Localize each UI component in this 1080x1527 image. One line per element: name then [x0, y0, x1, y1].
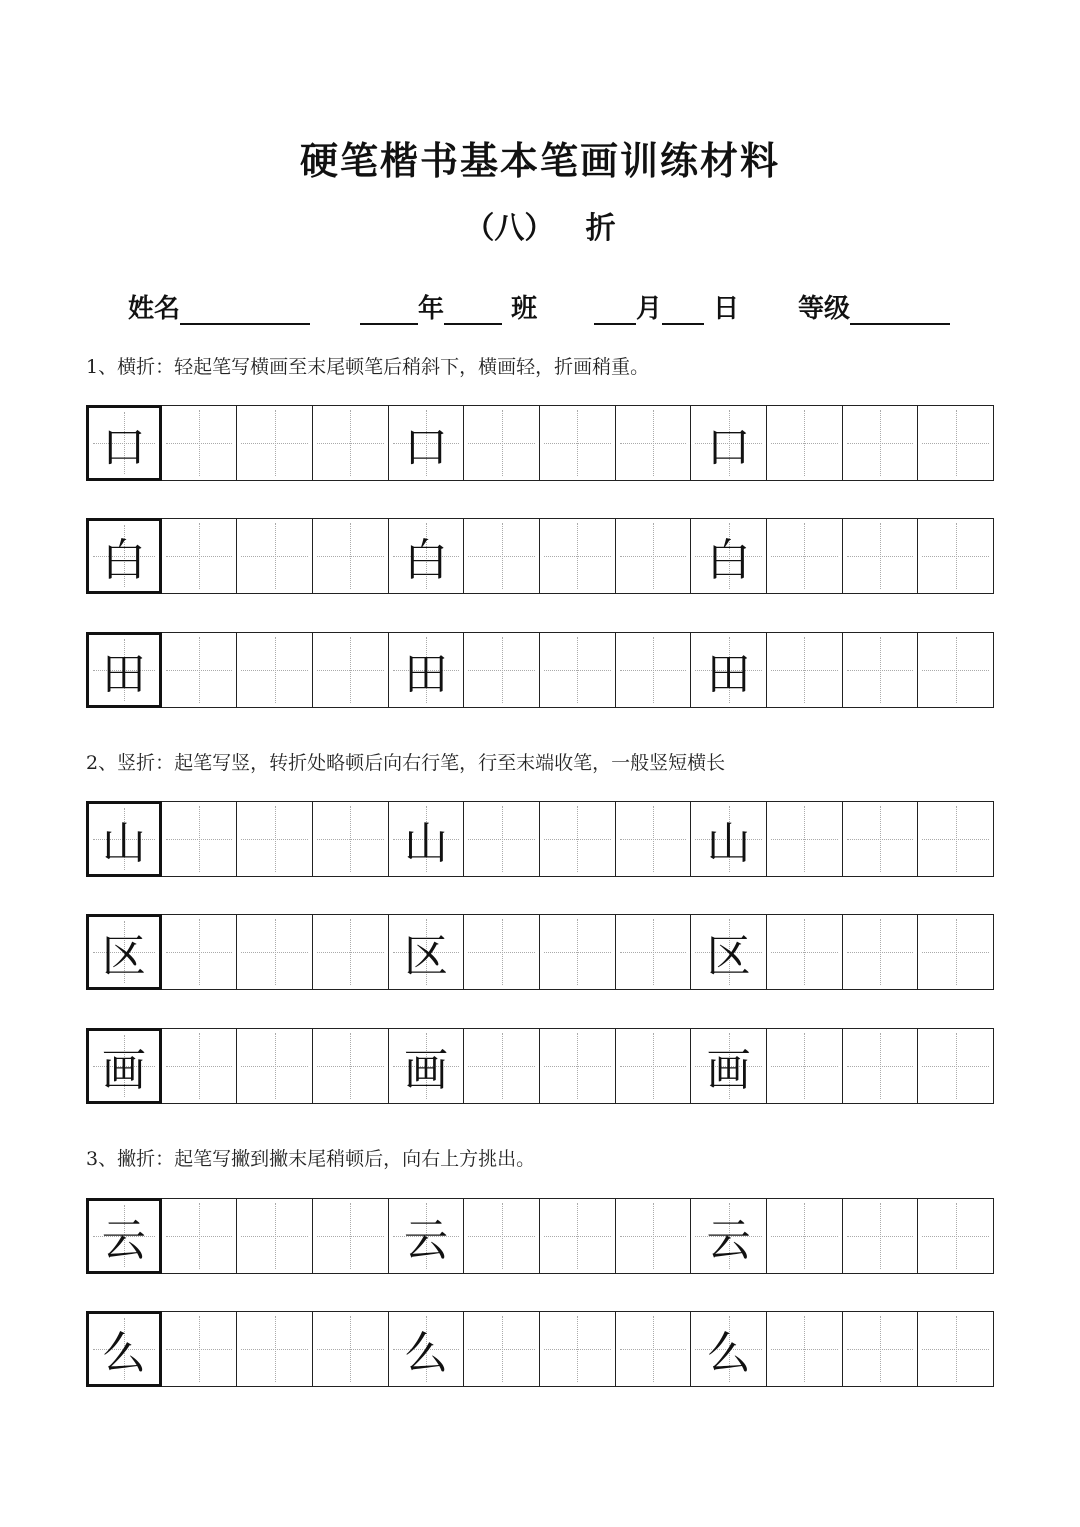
practice-cell[interactable]: [767, 632, 843, 708]
practice-cell[interactable]: [843, 518, 919, 594]
model-character: 山: [403, 818, 448, 869]
model-character-cell[interactable]: [389, 518, 465, 594]
model-character-cell[interactable]: [691, 1311, 767, 1387]
practice-cell[interactable]: [313, 405, 389, 481]
practice-cell[interactable]: [843, 1311, 919, 1387]
practice-row[interactable]: [86, 914, 994, 990]
practice-cell[interactable]: [843, 914, 919, 990]
practice-cell[interactable]: [918, 405, 994, 481]
model-character: 画: [706, 1045, 751, 1096]
name-field[interactable]: [128, 288, 310, 325]
model-character-cell[interactable]: [389, 801, 465, 877]
practice-cell[interactable]: [616, 1028, 692, 1104]
model-character-cell[interactable]: [691, 914, 767, 990]
practice-cell[interactable]: [918, 914, 994, 990]
practice-cell[interactable]: [162, 632, 238, 708]
practice-row[interactable]: [86, 801, 994, 877]
practice-cell[interactable]: [616, 518, 692, 594]
model-character: 区: [403, 931, 448, 982]
model-character: 云: [403, 1215, 448, 1266]
practice-row[interactable]: [86, 1311, 994, 1387]
model-character-cell[interactable]: [691, 1028, 767, 1104]
practice-cell[interactable]: [767, 1311, 843, 1387]
practice-cell[interactable]: [540, 518, 616, 594]
instruction-3: 3、撇折：起笔写撇到撇末尾稍顿后，向右上方挑出。: [86, 1148, 536, 1170]
model-character-cell[interactable]: [691, 801, 767, 877]
practice-row[interactable]: [86, 1028, 994, 1104]
name-blank[interactable]: [180, 293, 310, 325]
practice-cell[interactable]: [767, 1028, 843, 1104]
model-character: 云: [706, 1215, 751, 1266]
model-character: 口: [403, 422, 448, 473]
model-character-cell[interactable]: [86, 1198, 162, 1274]
day-label: 日: [713, 294, 740, 324]
model-character-cell[interactable]: [691, 518, 767, 594]
practice-row[interactable]: [86, 518, 994, 594]
model-character-cell[interactable]: [86, 914, 162, 990]
practice-cell[interactable]: [843, 405, 919, 481]
instruction-2: 2、竖折：起笔写竖，转折处略顿后向右行笔，行至末端收笔，一般竖短横长: [86, 752, 726, 774]
practice-cell[interactable]: [540, 1198, 616, 1274]
model-character: 画: [101, 1045, 146, 1096]
practice-cell[interactable]: [616, 1198, 692, 1274]
grade-blank[interactable]: [850, 293, 950, 325]
practice-cell[interactable]: [540, 632, 616, 708]
practice-cell[interactable]: [918, 1028, 994, 1104]
model-character: 田: [403, 649, 448, 700]
practice-cell[interactable]: [540, 405, 616, 481]
practice-cell[interactable]: [464, 1028, 540, 1104]
model-character: 区: [706, 931, 751, 982]
practice-cell[interactable]: [237, 1028, 313, 1104]
practice-cell[interactable]: [767, 801, 843, 877]
practice-cell[interactable]: [918, 518, 994, 594]
practice-cell[interactable]: [464, 801, 540, 877]
practice-cell[interactable]: [918, 1198, 994, 1274]
model-character-cell[interactable]: [691, 1198, 767, 1274]
subtitle: [0, 203, 1080, 247]
page-title: 硬笔楷书基本笔画训练材料: [299, 139, 780, 183]
practice-cell[interactable]: [540, 1311, 616, 1387]
practice-row[interactable]: [86, 1198, 994, 1274]
practice-row[interactable]: [86, 405, 994, 481]
model-character-cell[interactable]: [389, 914, 465, 990]
model-character: 田: [706, 649, 751, 700]
practice-cell[interactable]: [237, 1311, 313, 1387]
subtitle-number: （八）: [464, 211, 555, 246]
practice-cell[interactable]: [767, 914, 843, 990]
model-character-cell[interactable]: [691, 632, 767, 708]
practice-cell[interactable]: [237, 632, 313, 708]
practice-cell[interactable]: [313, 518, 389, 594]
practice-cell[interactable]: [918, 801, 994, 877]
practice-cell[interactable]: [162, 1198, 238, 1274]
practice-cell[interactable]: [313, 1198, 389, 1274]
practice-cell[interactable]: [237, 914, 313, 990]
practice-cell[interactable]: [464, 1198, 540, 1274]
practice-cell[interactable]: [464, 518, 540, 594]
practice-cell[interactable]: [464, 405, 540, 481]
practice-cell[interactable]: [464, 914, 540, 990]
practice-cell[interactable]: [162, 405, 238, 481]
model-character: 口: [706, 422, 751, 473]
practice-cell[interactable]: [616, 632, 692, 708]
practice-cell[interactable]: [162, 914, 238, 990]
model-character: 山: [706, 818, 751, 869]
model-character: 么: [403, 1328, 448, 1379]
practice-cell[interactable]: [843, 632, 919, 708]
practice-cell[interactable]: [843, 1198, 919, 1274]
practice-cell[interactable]: [918, 1311, 994, 1387]
practice-cell[interactable]: [162, 1311, 238, 1387]
practice-cell[interactable]: [162, 1028, 238, 1104]
class-label: 班: [511, 294, 538, 324]
model-character-cell[interactable]: [389, 632, 465, 708]
practice-cell[interactable]: [616, 914, 692, 990]
model-character: 白: [403, 535, 448, 586]
practice-cell[interactable]: [540, 801, 616, 877]
model-character-cell[interactable]: [86, 518, 162, 594]
practice-cell[interactable]: [918, 632, 994, 708]
student-info: [128, 288, 968, 328]
practice-cell[interactable]: [313, 1311, 389, 1387]
model-character: 云: [101, 1215, 146, 1266]
model-character-cell[interactable]: [86, 1311, 162, 1387]
practice-cell[interactable]: [616, 801, 692, 877]
practice-cell[interactable]: [313, 1028, 389, 1104]
year-field[interactable]: [360, 288, 537, 325]
model-character-cell[interactable]: [86, 405, 162, 481]
model-character-cell[interactable]: [86, 1028, 162, 1104]
date-field[interactable]: [594, 288, 739, 325]
model-character-cell[interactable]: [86, 632, 162, 708]
instruction-1: 1、横折：轻起笔写横画至末尾顿笔后稍斜下，横画轻，折画稍重。: [86, 356, 650, 378]
year-blank[interactable]: [360, 293, 418, 325]
practice-cell[interactable]: [237, 405, 313, 481]
model-character: 山: [101, 818, 146, 869]
practice-cell[interactable]: [843, 801, 919, 877]
practice-cell[interactable]: [313, 801, 389, 877]
practice-cell[interactable]: [464, 632, 540, 708]
model-character: 么: [706, 1328, 751, 1379]
model-character: 么: [101, 1328, 146, 1379]
practice-cell[interactable]: [616, 405, 692, 481]
model-character: 区: [101, 931, 146, 982]
grade-label: 等级: [798, 294, 851, 324]
year-label: 年: [418, 294, 445, 324]
practice-cell[interactable]: [767, 518, 843, 594]
model-character-cell[interactable]: [389, 1311, 465, 1387]
practice-cell[interactable]: [237, 801, 313, 877]
model-character: 口: [101, 422, 146, 473]
practice-cell[interactable]: [540, 1028, 616, 1104]
practice-cell[interactable]: [237, 518, 313, 594]
name-label: 姓名: [128, 294, 181, 324]
practice-cell[interactable]: [464, 1311, 540, 1387]
practice-cell[interactable]: [162, 801, 238, 877]
model-character: 田: [101, 649, 146, 700]
model-character-cell[interactable]: [691, 405, 767, 481]
practice-cell[interactable]: [843, 1028, 919, 1104]
model-character: 画: [403, 1045, 448, 1096]
model-character-cell[interactable]: [86, 801, 162, 877]
month-blank[interactable]: [594, 293, 636, 325]
subtitle-stroke: 折: [585, 211, 616, 246]
practice-cell[interactable]: [767, 1198, 843, 1274]
model-character: 白: [706, 535, 751, 586]
grade-field[interactable]: [798, 288, 950, 325]
practice-cell[interactable]: [162, 518, 238, 594]
month-label: 月: [636, 294, 663, 324]
model-character: 白: [101, 535, 146, 586]
practice-cell[interactable]: [313, 632, 389, 708]
practice-cell[interactable]: [540, 914, 616, 990]
practice-cell[interactable]: [767, 405, 843, 481]
practice-cell[interactable]: [237, 1198, 313, 1274]
day-blank[interactable]: [662, 293, 704, 325]
practice-row[interactable]: [86, 632, 994, 708]
model-character-cell[interactable]: [389, 1028, 465, 1104]
model-character-cell[interactable]: [389, 405, 465, 481]
model-character-cell[interactable]: [389, 1198, 465, 1274]
practice-cell[interactable]: [616, 1311, 692, 1387]
class-blank[interactable]: [444, 293, 502, 325]
practice-cell[interactable]: [313, 914, 389, 990]
